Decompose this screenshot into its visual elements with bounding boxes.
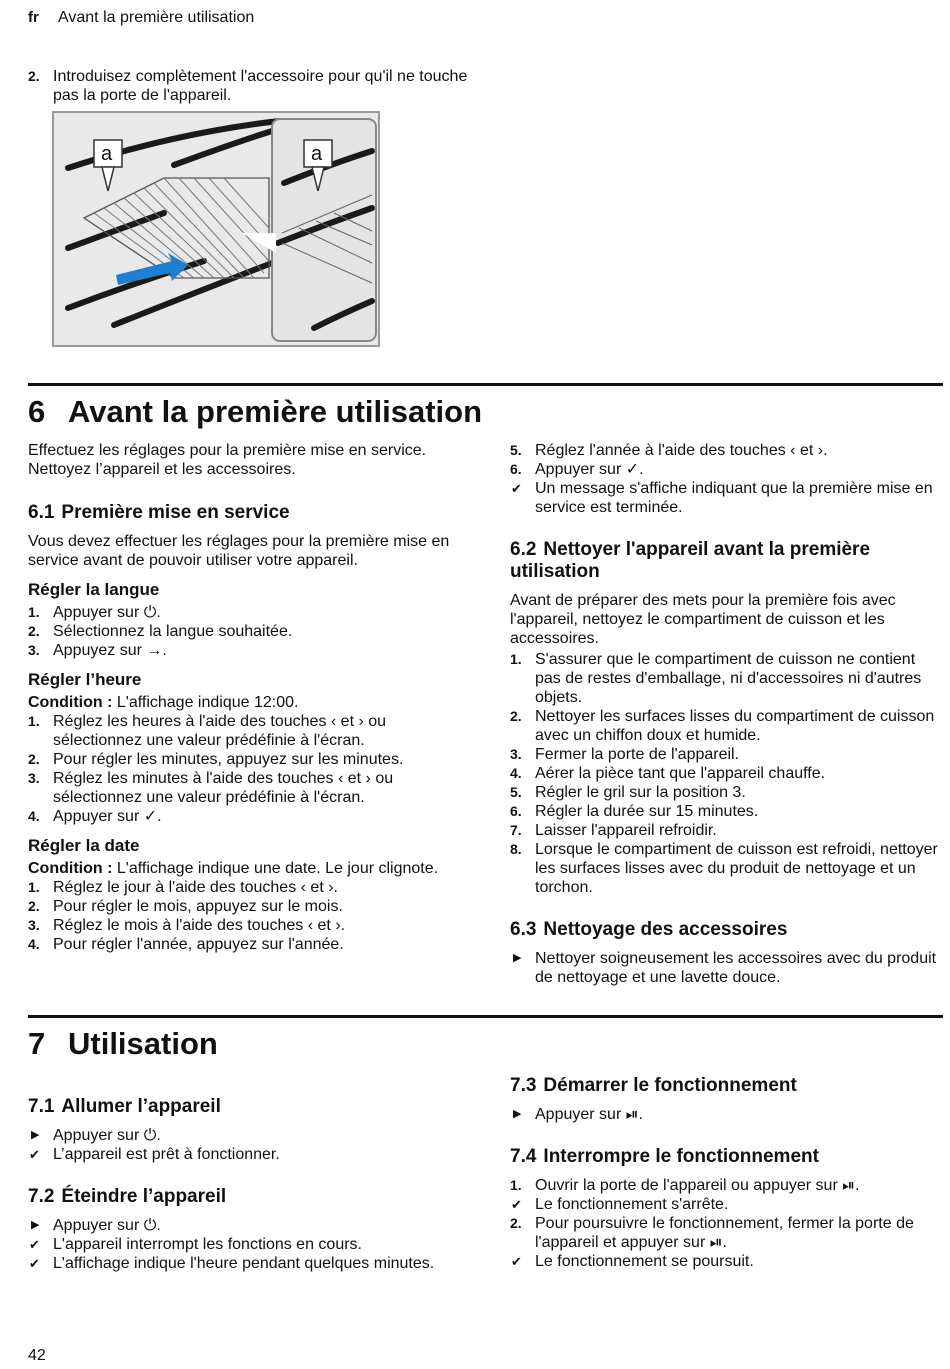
heure-heading: Régler l’heure bbox=[28, 670, 142, 689]
result-text: Un message s'affiche indiquant que la première mise en service est terminée. bbox=[535, 480, 933, 516]
step-text: Réglez les minutes à l'aide des touches ‹ et › ou sélectionnez une valeur prédéfinie à l'écran. bbox=[53, 770, 394, 806]
subsection-title: Démarrer le fonctionnement bbox=[543, 1075, 797, 1096]
cleaning-step bbox=[510, 650, 943, 707]
step-number: 4. bbox=[28, 808, 40, 824]
page-number: 42 bbox=[28, 1347, 46, 1364]
subsection-title: Nettoyage des accessoires bbox=[543, 919, 788, 940]
step-text: Régler la durée sur 15 minutes. bbox=[535, 803, 759, 820]
step-text: Réglez le mois à l'aide des touches ‹ et ›. bbox=[53, 917, 346, 934]
interrupt-step bbox=[510, 1176, 943, 1195]
date-step bbox=[28, 897, 468, 916]
check-icon: ✔ bbox=[29, 1237, 40, 1252]
heure-step bbox=[28, 807, 468, 826]
subsection-title: Première mise en service bbox=[61, 502, 290, 523]
subsection-number: 6.2 bbox=[510, 539, 537, 560]
date-condition bbox=[28, 859, 468, 878]
cleaning-step bbox=[510, 783, 943, 802]
step-text: Ouvrir la porte de l'appareil ou appuyer sur ⏯. bbox=[535, 1177, 860, 1194]
action-arrow-icon: ▶ bbox=[31, 1129, 40, 1141]
result-text: Le fonctionnement se poursuit. bbox=[535, 1253, 754, 1270]
subsection-number: 6.3 bbox=[510, 919, 537, 940]
check-icon: ✔ bbox=[511, 481, 522, 496]
step-text: Appuyer sur ✓. bbox=[535, 461, 644, 478]
heure-step bbox=[28, 712, 468, 750]
subsection-title: Interrompre le fonctionnement bbox=[543, 1146, 819, 1167]
subsection-6-2-heading bbox=[510, 539, 930, 583]
step-number: 1. bbox=[510, 1177, 522, 1193]
step-text: Appuyer sur ⏻. bbox=[53, 604, 161, 621]
step-text: Pour régler le mois, appuyez sur le mois. bbox=[53, 898, 343, 915]
section-title: Utilisation bbox=[68, 1026, 218, 1061]
step-number: 4. bbox=[28, 936, 40, 952]
check-icon: ✔ bbox=[29, 1147, 40, 1162]
condition-text: L'affichage indique une date. Le jour clignote. bbox=[112, 860, 439, 877]
cleaning-steps bbox=[510, 650, 943, 897]
subsection-6-3-heading bbox=[510, 919, 943, 941]
section-title: Avant la première utilisation bbox=[68, 394, 483, 429]
step-number: 3. bbox=[28, 642, 40, 658]
step-text: Régler le gril sur la position 3. bbox=[535, 784, 746, 801]
subsection-6-1-intro: Vous devez effectuer les réglages pour la première mise en service avant de pouvoir utiliser votre appareil. bbox=[28, 533, 450, 569]
subsection-7-1-heading bbox=[28, 1096, 468, 1118]
subsection-title: Éteindre l’appareil bbox=[61, 1186, 227, 1207]
step-number: 2. bbox=[28, 751, 40, 767]
result-text: Le fonctionnement s'arrête. bbox=[535, 1196, 729, 1213]
step-number: 5. bbox=[510, 784, 522, 800]
subsection-number: 7.4 bbox=[510, 1146, 537, 1167]
subsection-6-1-heading bbox=[28, 502, 468, 524]
subsection-7-2-heading bbox=[28, 1186, 468, 1208]
subsection-number: 7.3 bbox=[510, 1075, 537, 1096]
date-heading: Régler la date bbox=[28, 836, 140, 855]
step-text: Pour régler l'année, appuyez sur l'année. bbox=[53, 936, 344, 953]
step-text: Appuyer sur ⏯. bbox=[535, 1106, 643, 1123]
step-text: Réglez les heures à l'aide des touches ‹ et › ou sélectionnez une valeur prédéfinie à l'écran. bbox=[53, 713, 387, 749]
subsection-7-4-heading bbox=[510, 1146, 943, 1168]
step-text: Appuyez sur →. bbox=[53, 642, 167, 659]
callout-label-left: a bbox=[101, 143, 113, 165]
section-6-heading bbox=[28, 394, 482, 430]
callout-label-right: a bbox=[311, 143, 323, 165]
cleaning-step bbox=[510, 821, 943, 840]
action-arrow-icon: ▶ bbox=[513, 952, 522, 964]
step-text: Fermer la porte de l'appareil. bbox=[535, 746, 740, 763]
subsection-number: 6.1 bbox=[28, 502, 55, 523]
section-6-intro: Effectuez les réglages pour la première mise en service. Nettoyez l’appareil et les accessoires. bbox=[28, 442, 427, 478]
condition-text: L'affichage indique 12:00. bbox=[112, 694, 299, 711]
result-item bbox=[28, 1235, 468, 1254]
section-rule bbox=[28, 1015, 943, 1018]
action-item bbox=[510, 1105, 943, 1124]
section-number: 7 bbox=[28, 1026, 46, 1061]
action-item bbox=[28, 1126, 468, 1145]
step-number: 3. bbox=[510, 746, 522, 762]
action-item bbox=[28, 1216, 468, 1235]
subsection-title: Allumer l’appareil bbox=[61, 1096, 221, 1117]
date-step bbox=[28, 878, 468, 897]
date-step bbox=[510, 460, 943, 479]
section-rule bbox=[28, 383, 943, 386]
date-step bbox=[510, 441, 943, 460]
result-item bbox=[510, 1195, 943, 1214]
subsection-7-3-heading bbox=[510, 1075, 943, 1097]
heure-condition bbox=[28, 693, 468, 712]
step-text: Appuyer sur ⏻. bbox=[53, 1127, 161, 1144]
action-item bbox=[510, 949, 943, 987]
step-number: 4. bbox=[510, 765, 522, 781]
step-number: 8. bbox=[510, 841, 522, 857]
header-title: Avant la première utilisation bbox=[58, 9, 255, 26]
action-arrow-icon: ▶ bbox=[31, 1219, 40, 1231]
step-text: Nettoyer les surfaces lisses du compartiment de cuisson avec un chiffon doux et humide. bbox=[535, 708, 935, 744]
langue-step bbox=[28, 622, 468, 641]
step-text: Appuyer sur ✓. bbox=[53, 808, 162, 825]
subsection-title: Nettoyer l'appareil avant la première utilisation bbox=[510, 539, 871, 582]
langue-step bbox=[28, 641, 468, 660]
heure-step bbox=[28, 750, 468, 769]
step-text: Nettoyer soigneusement les accessoires avec du produit de nettoyage et une lavette douce. bbox=[535, 950, 937, 986]
step-text: Réglez le jour à l'aide des touches ‹ et ›. bbox=[53, 879, 338, 896]
accessory-insertion-figure bbox=[52, 111, 380, 347]
condition-label: Condition : bbox=[28, 694, 113, 711]
cleaning-step bbox=[510, 707, 943, 745]
heure-step bbox=[28, 769, 468, 807]
step-text: Introduisez complètement l'accessoire pour qu'il ne touche pas la porte de l'appareil. bbox=[53, 68, 468, 104]
intro-step bbox=[28, 67, 493, 105]
step-number: 2. bbox=[510, 1215, 522, 1231]
cleaning-step bbox=[510, 840, 943, 897]
step-number: 5. bbox=[510, 442, 522, 458]
step-text: Appuyer sur ⏻. bbox=[53, 1217, 161, 1234]
subsection-number: 7.2 bbox=[28, 1186, 55, 1207]
step-number: 7. bbox=[510, 822, 522, 838]
step-number: 2. bbox=[28, 623, 40, 639]
step-text: Sélectionnez la langue souhaitée. bbox=[53, 623, 293, 640]
result-item bbox=[28, 1254, 463, 1273]
cleaning-step bbox=[510, 764, 943, 783]
section-7-heading bbox=[28, 1026, 218, 1062]
step-number: 1. bbox=[28, 879, 40, 895]
step-text: Aérer la pièce tant que l'appareil chauffe. bbox=[535, 765, 826, 782]
step-number: 6. bbox=[510, 803, 522, 819]
step-text: Pour poursuivre le fonctionnement, fermer la porte de l'appareil et appuyer sur ⏯. bbox=[535, 1215, 914, 1251]
subsection-6-2-intro: Avant de préparer des mets pour la première fois avec l'appareil, nettoyez le compartiment de cuisson et les accessoires. bbox=[510, 592, 896, 647]
cleaning-step bbox=[510, 802, 943, 821]
check-icon: ✔ bbox=[511, 1197, 522, 1212]
result-item bbox=[510, 1252, 943, 1271]
step-number: 6. bbox=[510, 461, 522, 477]
step-text: Réglez l'année à l'aide des touches ‹ et ›. bbox=[535, 442, 828, 459]
step-number: 2. bbox=[28, 68, 40, 84]
step-number: 1. bbox=[510, 651, 522, 667]
section-7-left-column bbox=[28, 1096, 468, 1273]
check-icon: ✔ bbox=[29, 1256, 40, 1271]
header-lang: fr bbox=[28, 9, 39, 26]
check-icon: ✔ bbox=[511, 1254, 522, 1269]
section-6-left-column bbox=[28, 441, 468, 954]
step-text: Laisser l'appareil refroidir. bbox=[535, 822, 717, 839]
date-step bbox=[28, 935, 468, 954]
action-arrow-icon: ▶ bbox=[513, 1108, 522, 1120]
step-text: S'assurer que le compartiment de cuisson ne contient pas de restes d'emballage, ni d'accessoires ni d'autres objets. bbox=[535, 651, 922, 706]
result-item bbox=[28, 1145, 468, 1164]
condition-label: Condition : bbox=[28, 860, 113, 877]
step-number: 2. bbox=[510, 708, 522, 724]
date-step bbox=[28, 916, 468, 935]
langue-step bbox=[28, 603, 468, 622]
result-item bbox=[510, 479, 943, 517]
section-7-right-column bbox=[510, 1075, 943, 1271]
section-6-right-column bbox=[510, 441, 943, 987]
step-number: 1. bbox=[28, 713, 40, 729]
step-number: 1. bbox=[28, 604, 40, 620]
section-number: 6 bbox=[28, 394, 46, 429]
step-text: Lorsque le compartiment de cuisson est refroidi, nettoyer les surfaces lisses avec du produit de nettoyage et un torchon. bbox=[535, 841, 938, 896]
langue-heading: Régler la langue bbox=[28, 580, 160, 599]
interrupt-step bbox=[510, 1214, 943, 1252]
result-text: L'appareil interrompt les fonctions en cours. bbox=[53, 1236, 362, 1253]
subsection-number: 7.1 bbox=[28, 1096, 55, 1117]
cleaning-step bbox=[510, 745, 943, 764]
step-text: Pour régler les minutes, appuyez sur les minutes. bbox=[53, 751, 404, 768]
result-text: L'affichage indique l'heure pendant quelques minutes. bbox=[53, 1255, 435, 1272]
step-number: 3. bbox=[28, 770, 40, 786]
result-text: L’appareil est prêt à fonctionner. bbox=[53, 1146, 280, 1163]
step-number: 2. bbox=[28, 898, 40, 914]
step-number: 3. bbox=[28, 917, 40, 933]
